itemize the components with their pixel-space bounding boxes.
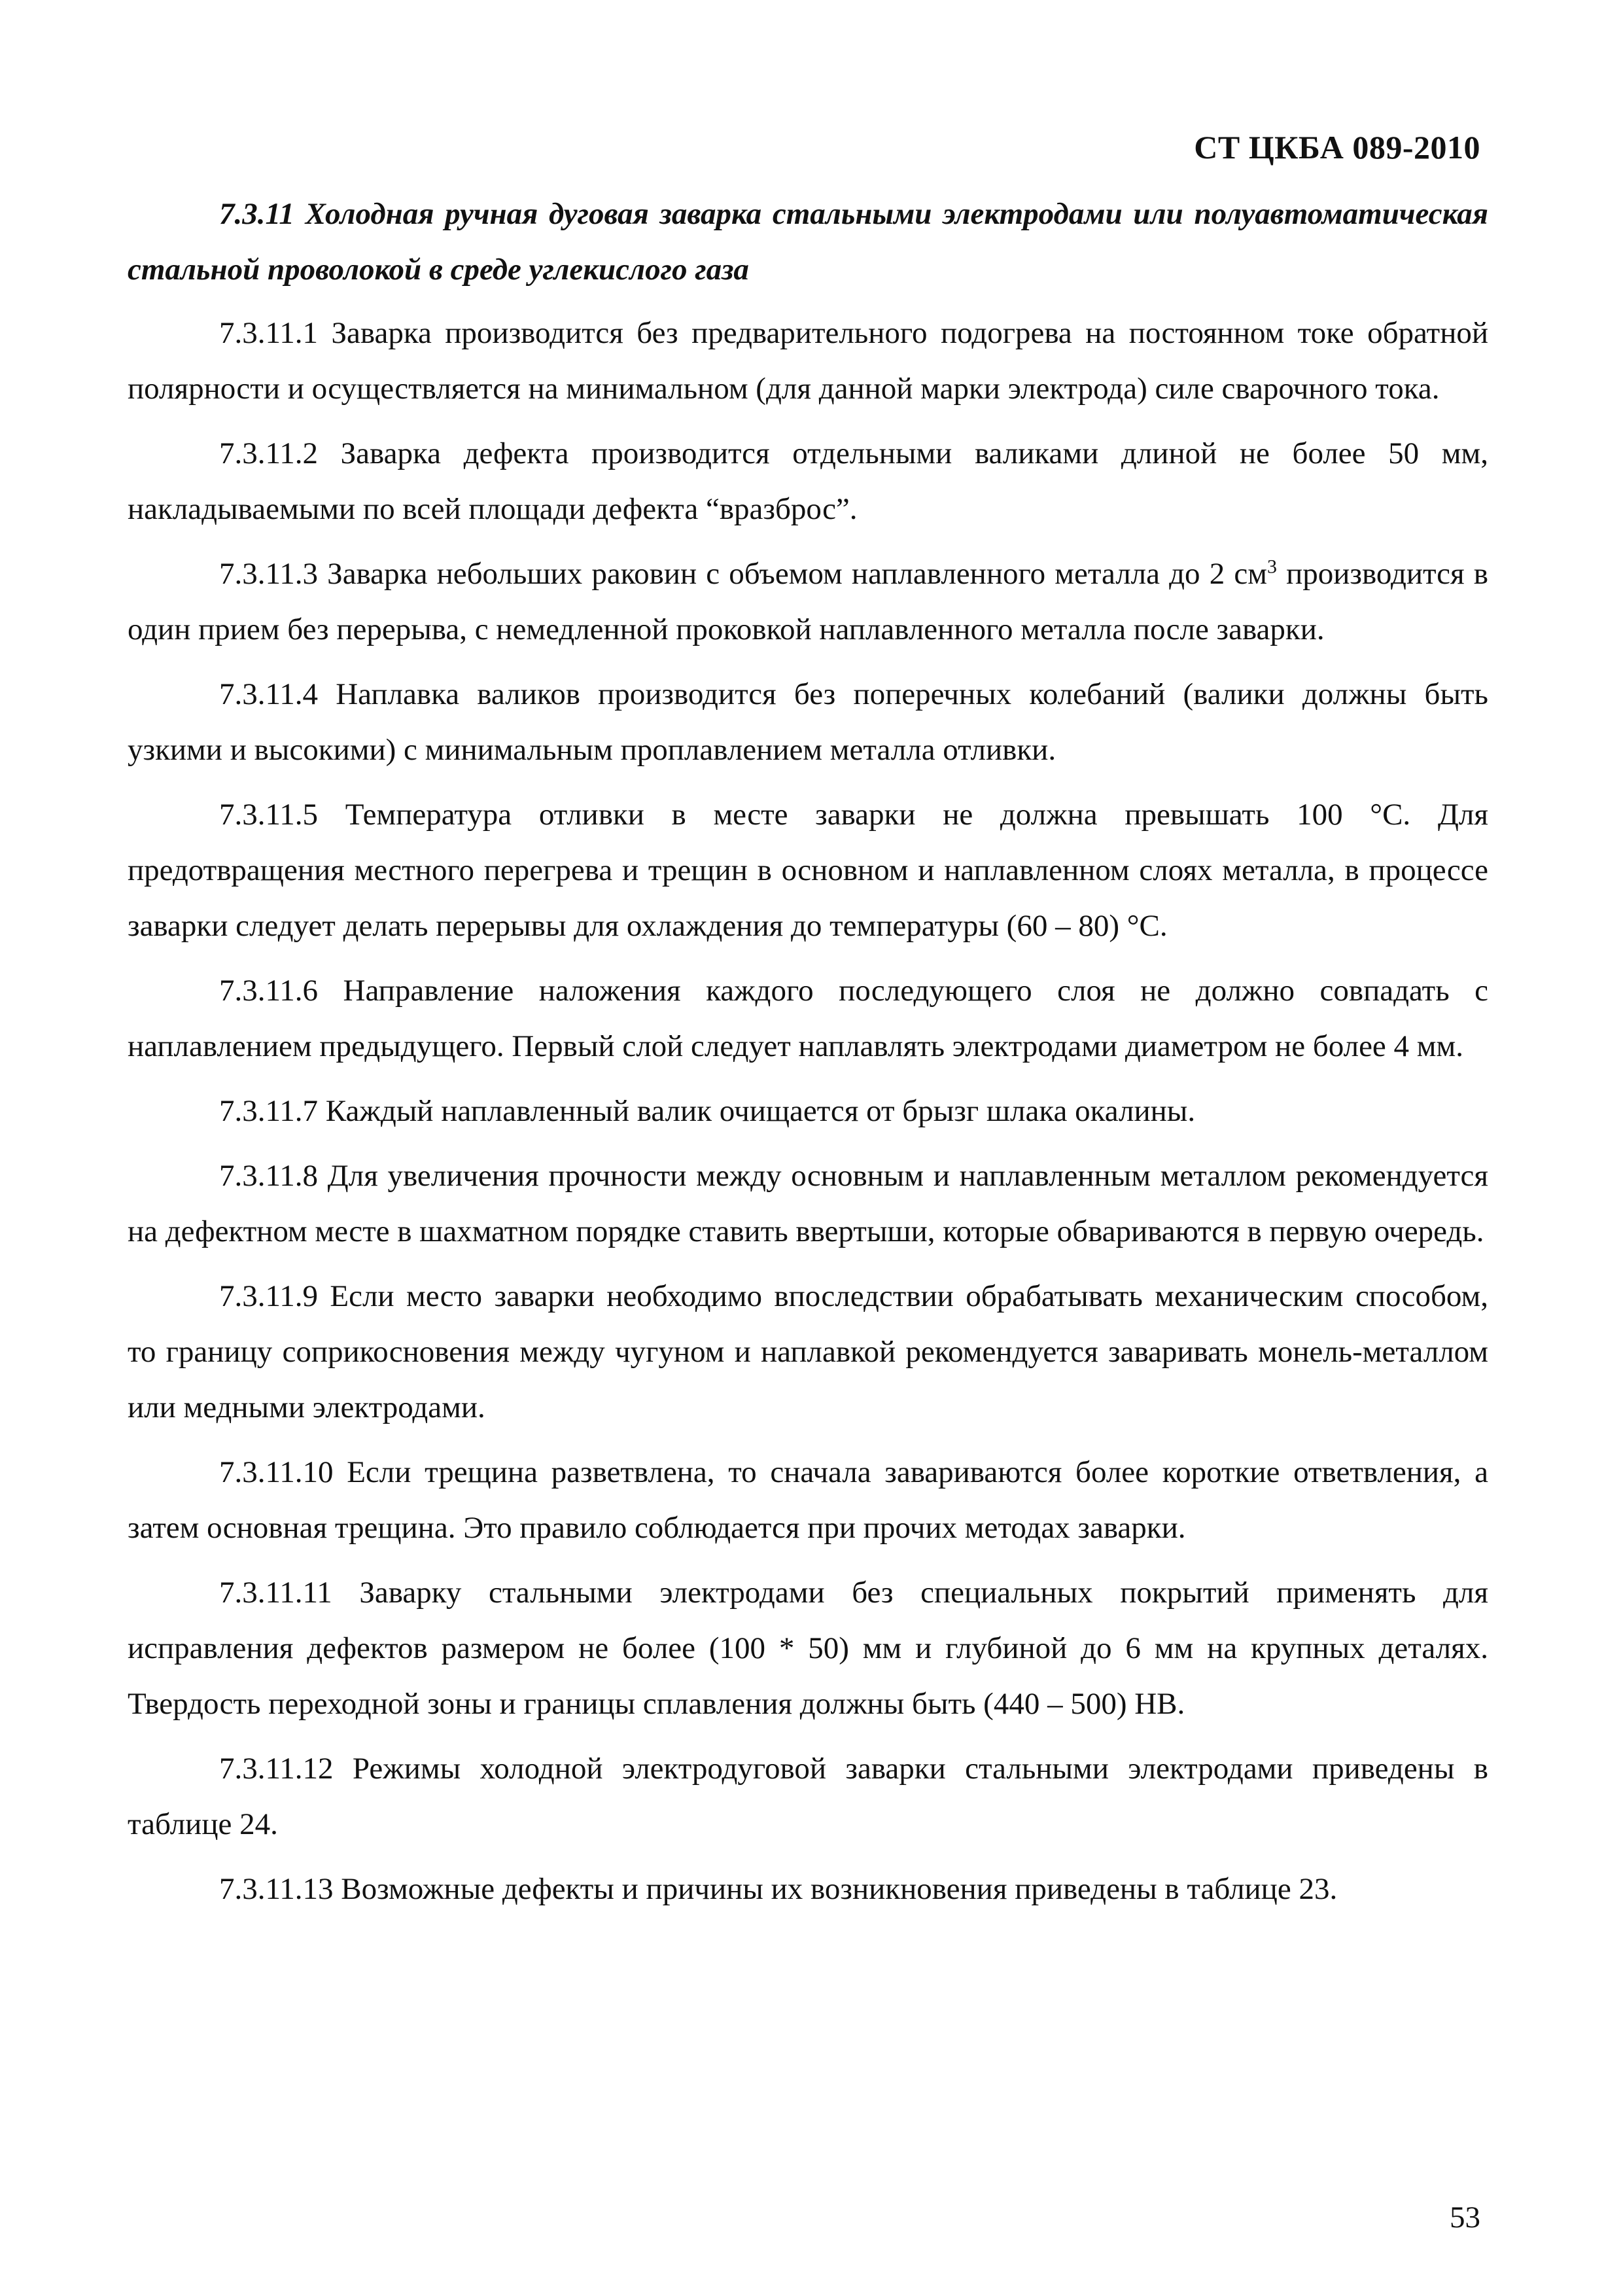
section-content xyxy=(128,186,1488,1926)
paragraph-7-3-11-10: 7.3.11.10 Если трещина разветвлена, то сначала завариваются более короткие ответвления, а затем основная трещина. Это правило соблюдается при прочих методах заварки. xyxy=(128,1455,1488,1545)
paragraph-7-3-11-6: 7.3.11.6 Направление наложения каждого последующего слоя не должно совпадать с наплавлением предыдущего. Первый слой следует наплавлять электродами диаметром не более 4 мм. xyxy=(128,974,1488,1063)
paragraph-7-3-11-11: 7.3.11.11 Заварку стальными электродами без специальных покрытий применять для исправления дефектов размером не более (100 * 50) мм и глубиной до 6 мм на крупных деталях. Твердость переходной зоны и границы сплавления должны быть (440 – 500) НВ. xyxy=(128,1576,1488,1721)
page-number: 53 xyxy=(1450,2200,1480,2234)
paragraph-7-3-11-1: 7.3.11.1 Заварка производится без предварительного подогрева на постоянном токе обратной полярности и осуществляется на минимальном (для данной марки электрода) силе сварочного тока. xyxy=(128,316,1488,406)
document-code: СТ ЦКБА 089-2010 xyxy=(1194,129,1480,166)
paragraph-7-3-11-4: 7.3.11.4 Наплавка валиков производится без поперечных колебаний (валики должны быть узкими и высокими) с минимальным проплавлением металла отливки. xyxy=(128,677,1488,767)
cubic-exponent: 3 xyxy=(1266,556,1277,578)
paragraph-7-3-11-13: 7.3.11.13 Возможные дефекты и причины их возникновения приведены в таблице 23. xyxy=(219,1872,1338,1906)
paragraph-7-3-11-8: 7.3.11.8 Для увеличения прочности между основным и наплавленным металлом рекомендуется на дефектном месте в шахматном порядке ставить ввертыши, которые обвариваются в первую очередь. xyxy=(128,1159,1488,1248)
paragraph-text-start: 7.3.11.3 Заварка небольших раковин с объемом наплавленного металла до 2 см xyxy=(219,557,1267,591)
paragraph-text-end: производится в один прием без перерыва, с немедленной проковкой наплавленного металла после заварки. xyxy=(128,557,1488,646)
paragraph-7-3-11-5: 7.3.11.5 Температура отливки в месте заварки не должна превышать 100 °С. Для предотвращения местного перегрева и трещин в основном и наплавленном слоях металла, в процессе заварки следует делать перерывы для охлаждения до температуры (60 – 80) °С. xyxy=(128,798,1488,943)
paragraph-7-3-11-12: 7.3.11.12 Режимы холодной электродуговой заварки стальными электродами приведены в таблице 24. xyxy=(128,1752,1488,1841)
paragraph-7-3-11-2: 7.3.11.2 Заварка дефекта производится отдельными валиками длиной не более 50 мм, накладываемыми по всей площади дефекта “вразброс”. xyxy=(128,436,1488,526)
paragraph-7-3-11-3 xyxy=(128,546,1488,658)
section-heading: 7.3.11 Холодная ручная дуговая заварка стальными электродами или полуавтоматическая стальной проволокой в среде углекислого газа xyxy=(128,197,1488,287)
paragraph-7-3-11-9: 7.3.11.9 Если место заварки необходимо впоследствии обрабатывать механическим способом, то границу соприкосновения между чугуном и наплавкой рекомендуется заваривать монель-металлом или медными электродами. xyxy=(128,1279,1488,1424)
paragraph-7-3-11-7: 7.3.11.7 Каждый наплавленный валик очищается от брызг шлака окалины. xyxy=(219,1094,1196,1128)
